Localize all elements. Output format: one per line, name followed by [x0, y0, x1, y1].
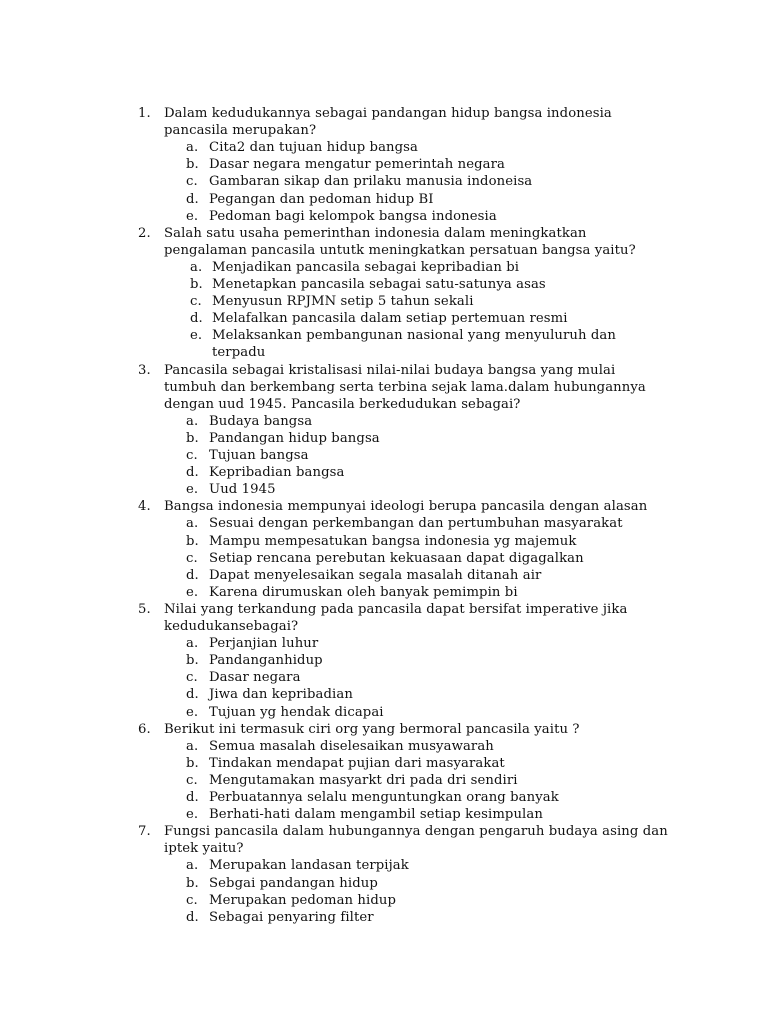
option-letter: c. — [186, 772, 198, 788]
option-letter: a. — [190, 259, 203, 275]
option-line — [0, 567, 768, 584]
option-line — [0, 173, 768, 190]
option-text: Sebagai penyaring filter — [209, 909, 374, 925]
option-letter: a. — [186, 413, 199, 429]
option-text: Merupakan landasan terpijak — [209, 858, 409, 874]
option-letter: d. — [186, 687, 199, 703]
question-text: tumbuh dan berkembang serta terbina sejak lama.dalam hubungannya — [164, 379, 646, 395]
option-text: Pegangan dan pedoman hidup BI — [209, 191, 434, 207]
option-text: Menetapkan pancasila sebagai satu-satunya asas — [212, 277, 546, 292]
question-text: kedudukansebagai? — [164, 619, 299, 634]
question-line — [0, 122, 768, 139]
question-line — [0, 721, 768, 738]
option-letter: e. — [186, 208, 199, 224]
option-letter: e. — [190, 328, 203, 344]
option-line — [0, 875, 768, 892]
question-text: dengan uud 1945. Pancasila berkedudukan sebagai? — [164, 396, 521, 412]
question-line — [0, 379, 768, 396]
option-line — [0, 755, 768, 772]
question-number: 2. — [138, 225, 151, 241]
option-text: Jiwa dan kepribadian — [209, 687, 353, 703]
option-line — [0, 584, 768, 601]
option-letter: a. — [186, 516, 199, 532]
question-line — [0, 105, 768, 122]
question-number: 7. — [138, 824, 151, 840]
option-letter: e. — [186, 482, 199, 498]
option-text: Perjanjian luhur — [209, 636, 319, 652]
option-line — [0, 191, 768, 208]
option-line — [0, 293, 768, 310]
option-text: Cita2 dan tujuan hidup bangsa — [209, 140, 419, 156]
question-text: pengalaman pancasila untutk meningkatkan persatuan bangsa yaitu? — [164, 242, 636, 258]
option-text: Kepribadian bangsa — [209, 465, 345, 481]
option-letter: d. — [186, 191, 199, 207]
question-line — [0, 396, 768, 413]
option-letter: d. — [186, 567, 199, 583]
option-letter: a. — [186, 636, 199, 652]
option-line — [0, 669, 768, 686]
option-letter: c. — [186, 892, 198, 908]
question-line — [0, 601, 768, 618]
option-line — [0, 259, 768, 276]
option-text: Merupakan pedoman hidup — [209, 892, 397, 908]
option-text: Uud 1945 — [209, 482, 276, 498]
option-text: Pedoman bagi kelompok bangsa indonesia — [209, 208, 497, 224]
option-line — [0, 156, 768, 173]
question-number: 4. — [138, 499, 151, 515]
option-letter: b. — [186, 533, 199, 549]
question-line — [0, 823, 768, 840]
option-text: terpadu — [212, 345, 266, 361]
option-text: Melafalkan pancasila dalam setiap pertemuan resmi — [212, 311, 568, 327]
question-number: 1. — [138, 106, 151, 121]
option-letter: c. — [186, 670, 198, 686]
option-text: Mengutamakan masyarkt dri pada dri sendiri — [209, 772, 518, 788]
option-line — [0, 892, 768, 909]
option-letter: d. — [186, 909, 199, 925]
option-line — [0, 772, 768, 789]
option-letter: b. — [186, 157, 199, 173]
question-text: Dalam kedudukannya sebagai pandangan hidup bangsa indonesia — [164, 106, 612, 121]
question-text: Bangsa indonesia mempunyai ideologi berupa pancasila dengan alasan — [164, 499, 648, 515]
option-text: Menyusun RPJMN setip 5 tahun sekali — [212, 294, 474, 310]
option-letter: b. — [186, 755, 199, 771]
option-text: Mampu mempesatukan bangsa indonesia yg majemuk — [209, 533, 577, 549]
option-letter: d. — [186, 465, 199, 481]
option-text: Semua masalah diselesaikan musyawarah — [209, 738, 494, 754]
option-line — [0, 447, 768, 464]
option-letter: c. — [186, 550, 198, 566]
option-letter: e. — [186, 704, 199, 720]
option-text: Menjadikan pancasila sebagai kepribadian bi — [212, 259, 520, 275]
question-text: iptek yaitu? — [164, 841, 244, 857]
option-letter: a. — [186, 858, 199, 874]
option-text: Melaksankan pembangunan nasional yang menyuluruh dan — [212, 328, 616, 344]
option-line — [0, 344, 768, 361]
option-letter: b. — [186, 430, 199, 446]
option-letter: e. — [186, 807, 199, 823]
question-number: 5. — [138, 601, 151, 617]
question-text: pancasila merupakan? — [164, 123, 317, 139]
option-text: Perbuatannya selalu menguntungkan orang banyak — [209, 790, 559, 805]
question-line — [0, 225, 768, 242]
option-letter: a. — [186, 738, 199, 754]
question-text: Fungsi pancasila dalam hubungannya dengan pengaruh budaya asing dan — [164, 824, 668, 840]
option-letter: a. — [186, 140, 199, 156]
option-text: Tujuan bangsa — [209, 448, 309, 463]
question-line — [0, 242, 768, 259]
option-line — [0, 738, 768, 755]
option-line — [0, 704, 768, 721]
question-number: 3. — [138, 362, 151, 378]
option-line — [0, 652, 768, 669]
option-line — [0, 430, 768, 447]
option-line — [0, 686, 768, 703]
option-text: Dasar negara mengatur pemerintah negara — [209, 157, 506, 173]
option-line — [0, 310, 768, 327]
option-text: Dasar negara — [209, 670, 301, 686]
option-line — [0, 635, 768, 652]
option-line — [0, 413, 768, 430]
question-line — [0, 498, 768, 515]
option-letter: c. — [186, 448, 198, 463]
option-text: Tujuan yg hendak dicapai — [209, 704, 384, 720]
option-text: Tindakan mendapat pujian dari masyarakat — [209, 755, 505, 771]
option-text: Sesuai dengan perkembangan dan pertumbuhan masyarakat — [209, 516, 623, 532]
option-letter: b. — [186, 653, 199, 669]
option-line — [0, 276, 768, 293]
option-text: Budaya bangsa — [209, 413, 313, 429]
option-letter: b. — [190, 277, 203, 292]
option-text: Pandangan hidup bangsa — [209, 430, 380, 446]
question-line — [0, 840, 768, 857]
option-line — [0, 857, 768, 874]
option-line — [0, 327, 768, 344]
option-letter: c. — [190, 294, 202, 310]
option-text: Setiap rencana perebutan kekuasaan dapat digagalkan — [209, 550, 584, 566]
question-line — [0, 618, 768, 635]
question-number: 6. — [138, 721, 151, 737]
option-text: Berhati-hati dalam mengambil setiap kesimpulan — [209, 807, 543, 823]
option-line — [0, 208, 768, 225]
option-line — [0, 139, 768, 156]
option-text: Gambaran sikap dan prilaku manusia indoneisa — [209, 174, 533, 190]
option-text: Pandanganhidup — [209, 653, 323, 669]
option-line — [0, 909, 768, 926]
option-line — [0, 481, 768, 498]
option-line — [0, 464, 768, 481]
question-text: Salah satu usaha pemerinthan indonesia dalam meningkatkan — [164, 225, 587, 241]
question-text: Pancasila sebagai kristalisasi nilai-nilai budaya bangsa yang mulai — [164, 362, 616, 378]
option-text: Dapat menyelesaikan segala masalah ditanah air — [209, 567, 542, 583]
option-line — [0, 550, 768, 567]
option-text: Karena dirumuskan oleh banyak pemimpin bi — [209, 584, 518, 600]
question-text: Berikut ini termasuk ciri org yang bermoral pancasila yaitu ? — [164, 721, 580, 737]
option-letter: b. — [186, 875, 199, 891]
option-letter: e. — [186, 584, 199, 600]
option-text: Sebgai pandangan hidup — [209, 875, 378, 891]
question-line — [0, 362, 768, 379]
option-letter: c. — [186, 174, 198, 190]
option-line — [0, 515, 768, 532]
option-line — [0, 789, 768, 806]
option-letter: d. — [190, 311, 203, 327]
option-line — [0, 806, 768, 823]
question-text: Nilai yang terkandung pada pancasila dapat bersifat imperative jika — [164, 601, 628, 617]
option-letter: d. — [186, 790, 199, 805]
option-line — [0, 533, 768, 550]
